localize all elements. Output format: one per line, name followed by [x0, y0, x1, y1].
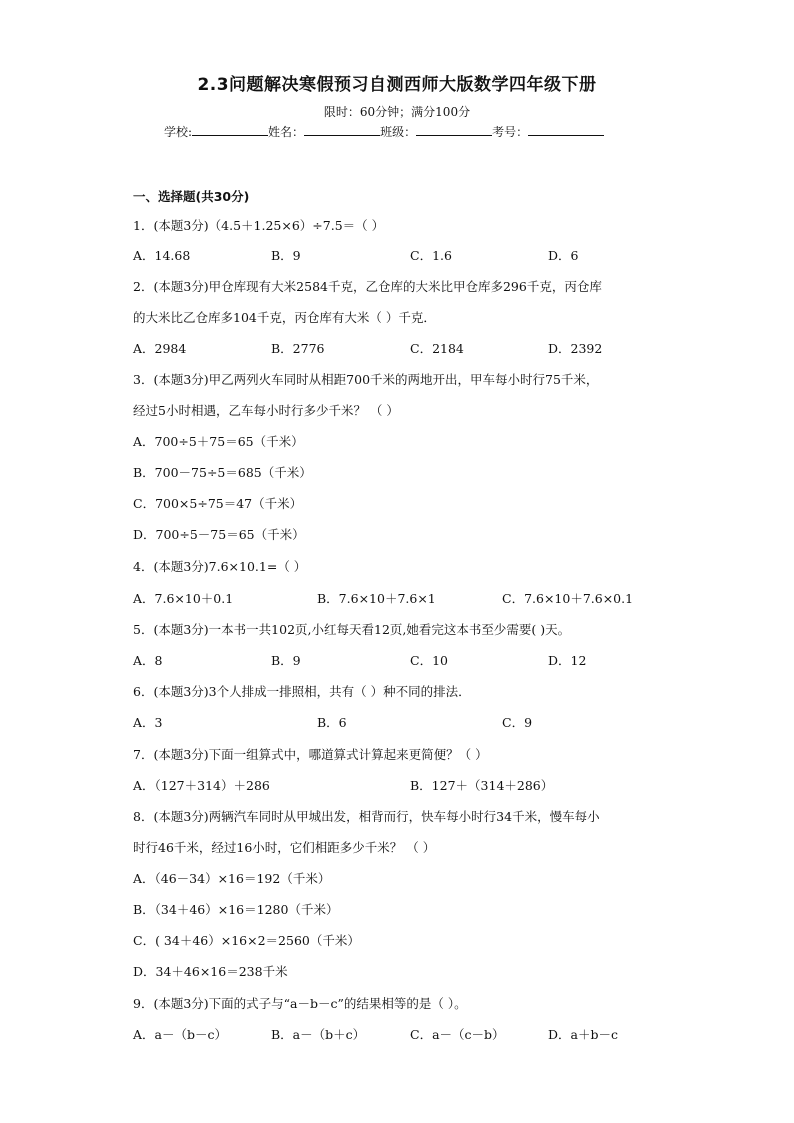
question-2-option-c[interactable]: C．2184	[410, 341, 464, 356]
question-4-option-b[interactable]: B．7.6×10＋7.6×1	[317, 591, 436, 606]
question-8-option-c[interactable]: C．( 34＋46）×16×2＝2560（千米）	[133, 933, 360, 948]
question-9-option-c[interactable]: C．a－（c－b）	[410, 1027, 505, 1042]
question-7-option-b[interactable]: B．127＋（314＋286）	[410, 778, 554, 793]
question-1-option-a[interactable]: A．14.68	[133, 248, 191, 263]
question-2-option-a[interactable]: A．2984	[133, 341, 187, 356]
question-9-option-d[interactable]: D．a＋b－c	[548, 1027, 618, 1042]
question-8-stem-line-2: 时行46千米，经过16小时，它们相距多少千米？ （ ）	[133, 840, 436, 855]
id-label: 考号：	[492, 125, 529, 139]
question-4-stem: 4．(本题3分)7.6×10.1=（ ）	[133, 559, 307, 574]
question-4-option-c[interactable]: C．7.6×10＋7.6×0.1	[502, 591, 634, 606]
question-2-option-d[interactable]: D．2392	[548, 341, 603, 356]
school-blank	[192, 123, 268, 136]
question-3-option-d[interactable]: D．700÷5－75＝65（千米）	[133, 527, 305, 542]
question-9-option-b[interactable]: B．a－（b＋c）	[271, 1027, 366, 1042]
question-5-option-d[interactable]: D．12	[548, 653, 587, 668]
question-6-option-b[interactable]: B．6	[317, 715, 347, 730]
exam-title: 2.3问题解决寒假预习自测西师大版数学四年级下册	[197, 75, 597, 95]
question-3-option-b[interactable]: B．700－75÷5＝685（千米）	[133, 465, 312, 480]
name-label: 姓名：	[268, 125, 305, 139]
question-2-option-b[interactable]: B．2776	[271, 341, 325, 356]
class-blank	[416, 123, 492, 136]
question-5-option-b[interactable]: B．9	[271, 653, 301, 668]
question-2-stem-line-2: 的大米比乙仓库多104千克，丙仓库有大米（ ）千克．	[133, 310, 436, 325]
question-8-option-a[interactable]: A．（46－34）×16＝192（千米）	[133, 871, 331, 886]
question-3-option-a[interactable]: A．700÷5＋75＝65（千米）	[133, 434, 304, 449]
question-8-option-d[interactable]: D．34＋46×16＝238千米	[133, 964, 288, 979]
question-8-option-b[interactable]: B．（34＋46）×16＝1280（千米）	[133, 902, 339, 917]
question-1-option-b[interactable]: B．9	[271, 248, 301, 263]
question-9-stem: 9．(本题3分)下面的式子与“a－b－c”的结果相等的是（ ）。	[133, 996, 467, 1011]
question-8-stem-line-1: 8．(本题3分)两辆汽车同时从甲城出发，相背而行，快车每小时行34千米，慢车每小	[133, 809, 600, 824]
question-5-option-c[interactable]: C．10	[410, 653, 448, 668]
question-1-stem: 1．(本题3分)（4.5＋1.25×6）÷7.5＝（ ）	[133, 218, 385, 233]
question-6-option-c[interactable]: C．9	[502, 715, 533, 730]
question-3-stem-line-2: 经过5小时相遇，乙车每小时行多少千米？ （ ）	[133, 403, 399, 418]
question-2-stem-line-1: 2．(本题3分)甲仓库现有大米2584千克，乙仓库的大米比甲仓库多296千克，丙仓库	[133, 279, 602, 294]
question-5-stem: 5．(本题3分)一本书一共102页,小红每天看12页,她看完这本书至少需要( )天。	[133, 622, 571, 637]
question-7-option-a[interactable]: A．（127＋314）＋286	[133, 778, 270, 793]
question-6-stem: 6．(本题3分)3个人排成一排照相，共有（ ）种不同的排法．	[133, 684, 471, 699]
exam-time-limit: 限时：60分钟；满分100分	[323, 105, 471, 119]
section-title: 一、选择题(共30分)	[133, 189, 250, 204]
question-7-stem: 7．(本题3分)下面一组算式中，哪道算式计算起来更简便？（ ）	[133, 747, 488, 762]
class-label: 班级：	[380, 125, 417, 139]
question-9-option-a[interactable]: A．a－（b－c）	[133, 1027, 227, 1042]
question-5-option-a[interactable]: A．8	[133, 653, 163, 668]
question-4-option-a[interactable]: A．7.6×10＋0.1	[133, 591, 234, 606]
student-info-line	[164, 123, 604, 140]
school-label: 学校:	[164, 125, 193, 139]
question-1-option-d[interactable]: D．6	[548, 248, 579, 263]
name-blank	[304, 123, 380, 136]
question-1-option-c[interactable]: C．1.6	[410, 248, 452, 263]
question-3-option-c[interactable]: C．700×5÷75＝47（千米）	[133, 496, 303, 511]
question-3-stem-line-1: 3．(本题3分)甲乙两列火车同时从相距700千米的两地开出，甲车每小时行75千米，	[133, 372, 599, 387]
question-6-option-a[interactable]: A．3	[133, 715, 163, 730]
id-blank	[528, 123, 604, 136]
